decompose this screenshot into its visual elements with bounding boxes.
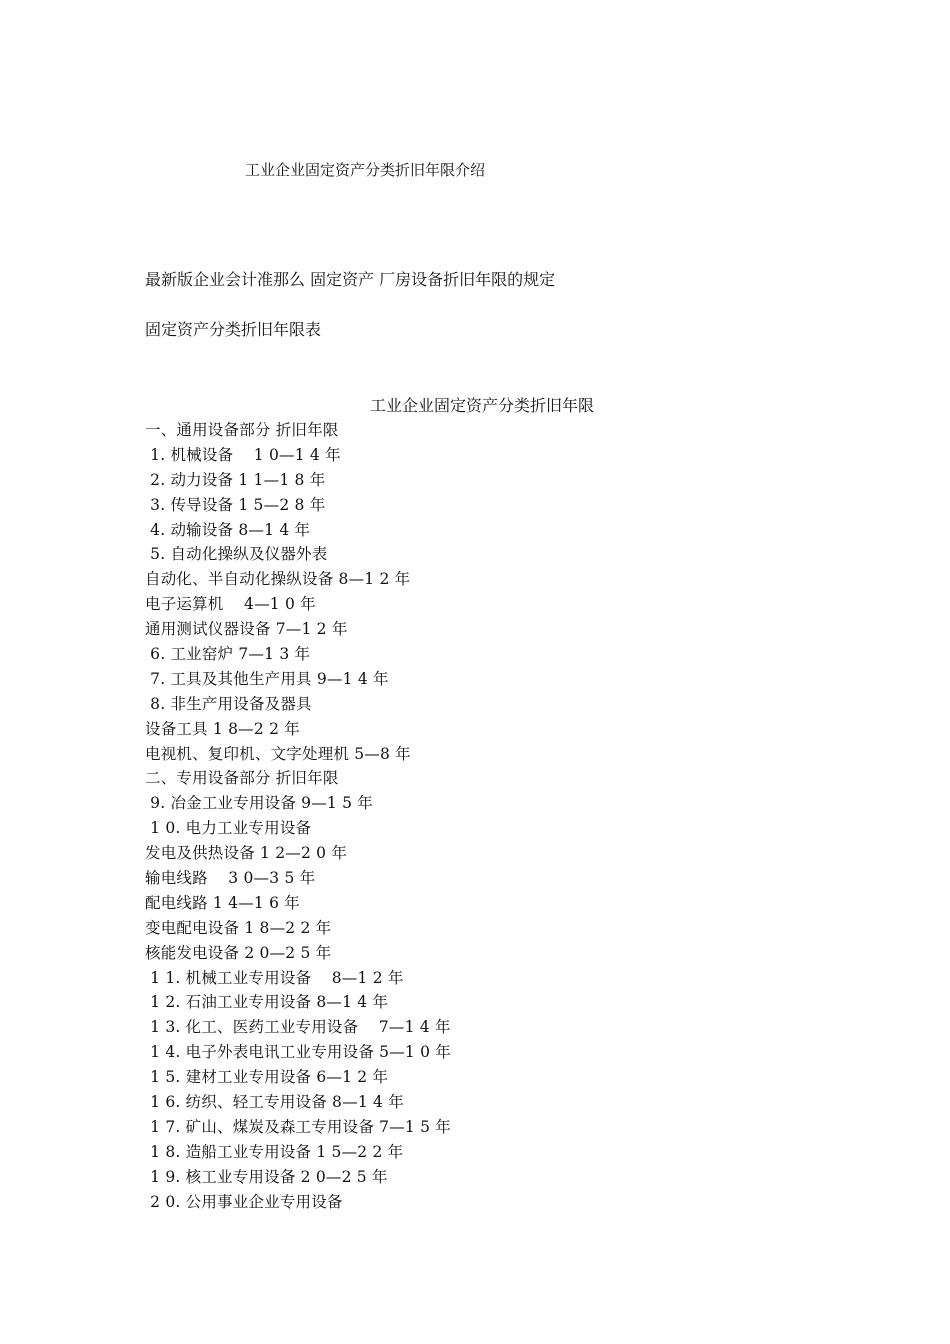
list-item: 电子运算机 4—1 0 年 xyxy=(145,595,316,614)
list-item: 8. 非生产用设备及器具 xyxy=(145,694,312,713)
list-item: 通用测试仪器设备 7—1 2 年 xyxy=(145,620,348,639)
list-item: 1 7. 矿山、煤炭及森工专用设备 7—1 5 年 xyxy=(145,1117,451,1136)
list-item: 4. 动输设备 8—1 4 年 xyxy=(145,520,311,539)
list-item: 设备工具 1 8—2 2 年 xyxy=(145,719,300,738)
list-item: 1 5. 建材工业专用设备 6—1 2 年 xyxy=(145,1068,389,1087)
list-item: 3. 传导设备 1 5—2 8 年 xyxy=(145,495,326,514)
list-item: 2 0. 公用事业企业专用设备 xyxy=(145,1192,343,1211)
list-item: 1 1. 机械工业专用设备 8—1 2 年 xyxy=(145,968,404,987)
list-item: 1 9. 核工业专用设备 2 0—2 5 年 xyxy=(145,1167,388,1186)
list-item: 1 2. 石油工业专用设备 8—1 4 年 xyxy=(145,993,389,1012)
depreciation-list xyxy=(145,418,451,1215)
list-item: 6. 工业窑炉 7—1 3 年 xyxy=(145,645,311,664)
list-item: 1 6. 纺织、轻工专用设备 8—1 4 年 xyxy=(145,1093,404,1112)
list-item: 1. 机械设备 1 0—1 4 年 xyxy=(145,445,341,464)
list-item: 1 4. 电子外表电讯工业专用设备 5—1 0 年 xyxy=(145,1043,451,1062)
list-item: 7. 工具及其他生产用具 9—1 4 年 xyxy=(145,669,389,688)
list-item: 1 0. 电力工业专用设备 xyxy=(145,819,312,838)
list-item: 5. 自动化操纵及仪器外表 xyxy=(145,545,328,564)
list-item: 二、专用设备部分 折旧年限 xyxy=(145,769,339,788)
list-item: 1 3. 化工、医药工业专用设备 7—1 4 年 xyxy=(145,1018,451,1037)
list-item: 电视机、复印机、文字处理机 5—8 年 xyxy=(145,744,411,763)
list-item: 自动化、半自动化操纵设备 8—1 2 年 xyxy=(145,570,411,589)
list-item: 1 8. 造船工业专用设备 1 5—2 2 年 xyxy=(145,1142,404,1161)
list-item: 发电及供热设备 1 2—2 0 年 xyxy=(145,844,348,863)
list-item: 核能发电设备 2 0—2 5 年 xyxy=(145,943,332,962)
table-title: 工业企业固定资产分类折旧年限 xyxy=(370,396,595,415)
list-item: 配电线路 1 4—1 6 年 xyxy=(145,893,300,912)
intro-line: 固定资产分类折旧年限表 xyxy=(145,320,322,339)
list-item: 一、通用设备部分 折旧年限 xyxy=(145,421,339,439)
list-item: 输电线路 3 0—3 5 年 xyxy=(145,869,316,888)
intro-line: 最新版企业会计准那么 固定资产 厂房设备折旧年限的规定 xyxy=(145,270,556,289)
list-item: 2. 动力设备 1 1—1 8 年 xyxy=(145,470,326,489)
document-title: 工业企业固定资产分类折旧年限介绍 xyxy=(245,161,486,179)
list-item: 变电配电设备 1 8—2 2 年 xyxy=(145,918,332,937)
list-item: 9. 冶金工业专用设备 9—1 5 年 xyxy=(145,794,374,813)
